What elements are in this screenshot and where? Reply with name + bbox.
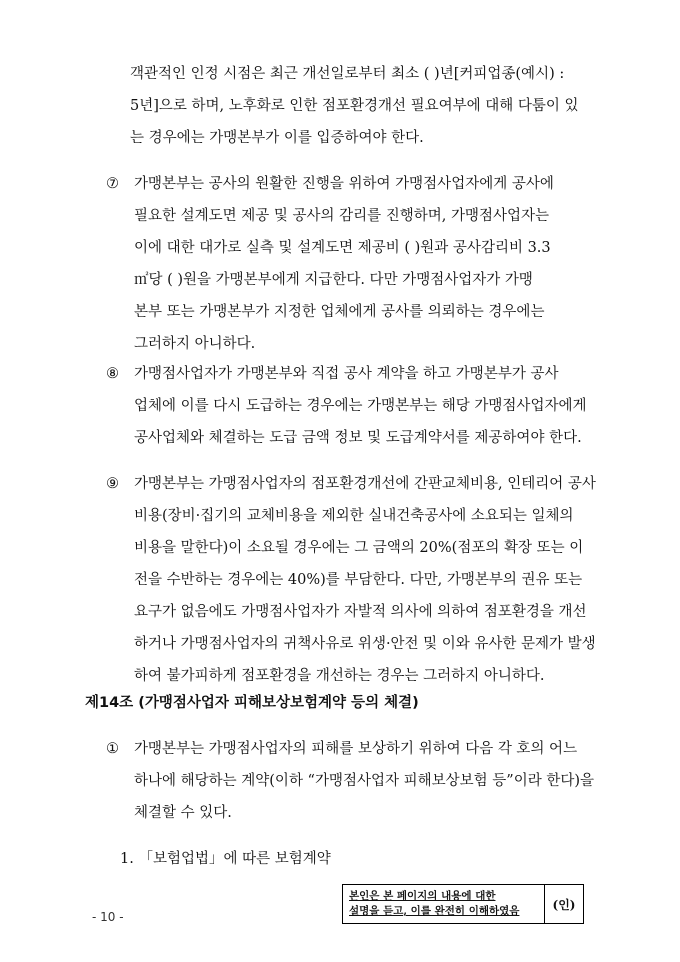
text-line: 하여 불가피하게 점포환경을 개선하는 경우는 그러하지 아니하다. [134, 668, 545, 684]
text-line: 요구가 없음에도 가맹점사업자가 자발적 의사에 의하여 점포환경을 개선 [134, 604, 587, 620]
text-line: 객관적인 인정 시점은 최근 개선일로부터 최소 ( )년[커피업종(예시) : [130, 66, 565, 82]
text-line: 비용(장비·집기의 교체비용을 제외한 실내건축공사에 소요되는 일체의 [134, 508, 574, 524]
clause-number: ⑦ [106, 176, 119, 192]
text-line: 하나에 해당하는 계약(이하 “가맹점사업자 피해보상보험 등”이라 한다)을 [134, 773, 594, 789]
clause-8 [106, 358, 591, 454]
text-line: 필요한 설계도면 제공 및 공사의 감리를 진행하며, 가맹점사업자는 [134, 208, 550, 224]
text-line [106, 733, 591, 765]
text-line [106, 168, 591, 200]
article-14-heading: 제14조 (가맹점사업자 피해보상보험계약 등의 체결) [85, 695, 419, 711]
clause-9 [106, 468, 596, 692]
text-line-content: 가맹점사업자가 가맹본부와 직접 공사 계약을 하고 가맹본부가 공사 [134, 366, 559, 382]
confirmation-text [343, 885, 545, 923]
article-14-item-1: 1. 「보험업법」에 따른 보험계약 [120, 851, 331, 867]
clause-7 [106, 168, 591, 360]
page-number: - 10 - [92, 910, 124, 924]
text-line: 비용을 말한다)이 소요될 경우에는 그 금액의 20%(점포의 확장 또는 이 [134, 540, 584, 556]
confirmation-box [342, 884, 584, 924]
text-line: 전을 수반하는 경우에는 40%)를 부담한다. 다만, 가맹본부의 권유 또는 [134, 572, 583, 588]
text-line-content: 가맹본부는 가맹점사업자의 점포환경개선에 간판교체비용, 인테리어 공사 [134, 476, 596, 492]
article-14-clause-1 [106, 733, 594, 829]
text-line [106, 358, 591, 390]
text-line: 본부 또는 가맹본부가 지정한 업체에게 공사를 의뢰하는 경우에는 [134, 304, 545, 320]
seal-field[interactable]: (인) [552, 897, 576, 912]
text-line: 업체에 이를 다시 도급하는 경우에는 가맹본부는 해당 가맹점사업자에게 [134, 398, 587, 414]
text-line: 5년]으로 하며, 노후화로 인한 점포환경개선 필요여부에 대해 다툼이 있 [130, 98, 579, 114]
clause-number: ⑧ [106, 366, 119, 382]
text-line: 는 경우에는 가맹본부가 이를 입증하여야 한다. [130, 130, 424, 146]
clause-number: ① [106, 741, 119, 757]
text-line-content: 가맹본부는 가맹점사업자의 피해를 보상하기 위하여 다음 각 호의 어느 [134, 741, 578, 757]
text-line: 체결할 수 있다. [134, 805, 232, 821]
text-line: 그러하지 아니하다. [134, 336, 256, 352]
confirmation-line: 설명을 듣고, 이를 완전히 이해하였음 [349, 905, 520, 917]
text-line: ㎡당 ( )원을 가맹본부에게 지급한다. 다만 가맹점사업자가 가맹 [134, 272, 533, 288]
intro-paragraph [130, 58, 590, 154]
text-line-content: 가맹본부는 공사의 원활한 진행을 위하여 가맹점사업자에게 공사에 [134, 176, 554, 192]
clause-number: ⑨ [106, 476, 119, 492]
text-line [106, 468, 596, 500]
text-line: 공사업체와 체결하는 도급 금액 정보 및 도급계약서를 제공하여야 한다. [134, 430, 582, 446]
confirmation-line: 본인은 본 페이지의 내용에 대한 [349, 890, 496, 902]
text-line: 하거나 가맹점사업자의 귀책사유로 위생·안전 및 이와 유사한 문제가 발생 [134, 636, 596, 652]
text-line: 이에 대한 대가로 실측 및 설계도면 제공비 ( )원과 공사감리비 3.3 [134, 240, 551, 256]
